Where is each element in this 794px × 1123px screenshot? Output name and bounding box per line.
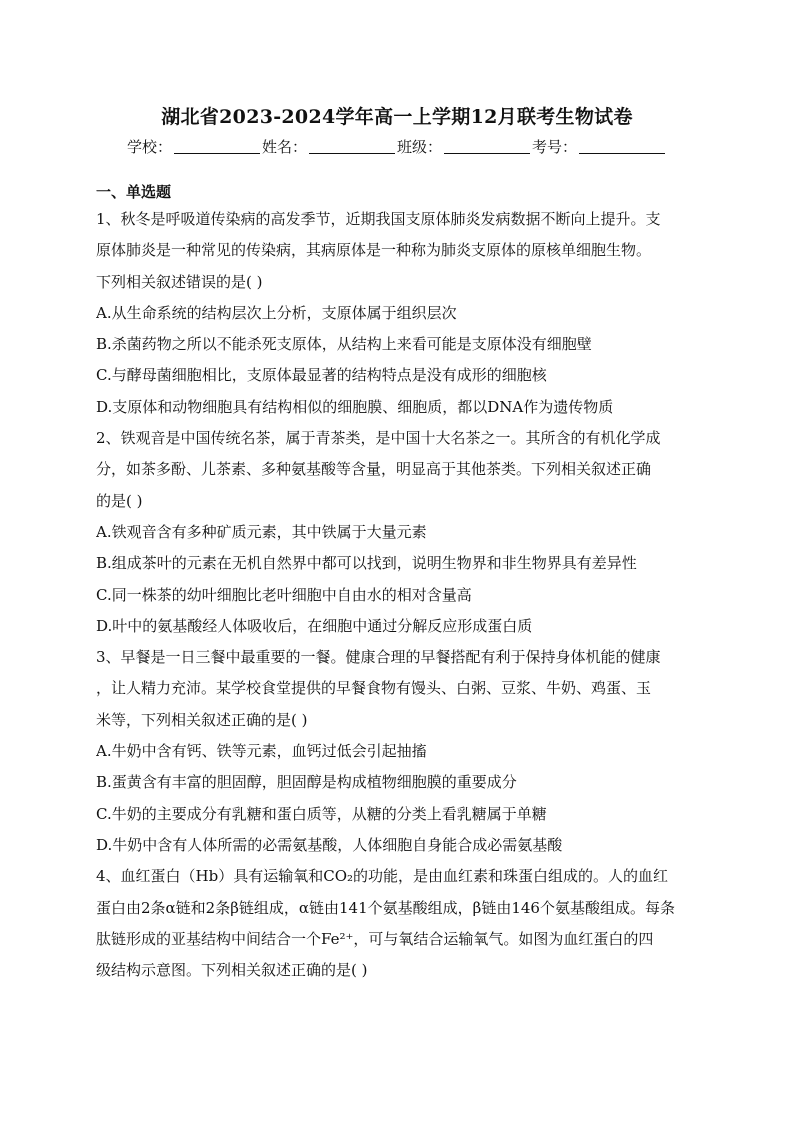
question-1 [96,204,706,423]
option-b: B.组成茶叶的元素在无机自然界中都可以找到，说明生物界和非生物界具有差异性 [96,554,637,573]
class-blank [444,139,530,154]
option-d: D.叶中的氨基酸经人体吸收后，在细胞中通过分解反应形成蛋白质 [96,616,533,635]
question-stem-line: 分，如茶多酚、儿茶素、多种氨基酸等含量，明显高于其他茶类。下列相关叙述正确 [96,460,652,479]
student-info-row [0,136,794,157]
question-stem-line: 肽链形成的亚基结构中间结合一个Fe²⁺，可与氧结合运输氧气。如图为血红蛋白的四 [96,929,654,948]
question-4 [96,861,706,986]
question-stem-line: 2、铁观音是中国传统名茶，属于青茶类，是中国十大名茶之一。其所含的有机化学成 [96,429,661,448]
name-blank [309,139,395,154]
question-stem-line: ，让人精力充沛。某学校食堂提供的早餐食物有馒头、白粥、豆浆、牛奶、鸡蛋、玉 [96,679,652,698]
school-blank [174,139,260,154]
question-3 [96,642,706,861]
class-label: 班级： [397,138,443,156]
option-b: B.蛋黄含有丰富的胆固醇，胆固醇是构成植物细胞膜的重要成分 [96,773,517,792]
question-stem-line: 下列相关叙述错误的是( ) [96,272,263,291]
question-stem-line: 1、秋冬是呼吸道传染病的高发季节，近期我国支原体肺炎发病数据不断向上提升。支 [96,210,661,228]
exam-title: 湖北省2023-2024学年高一上学期12月联考生物试卷 [161,106,633,128]
option-a: A.铁观音含有多种矿质元素，其中铁属于大量元素 [96,522,427,541]
question-stem-line: 的是( ) [96,491,143,510]
question-stem-line: 4、血红蛋白（Hb）具有运输氧和CO₂的功能，是由血红素和珠蛋白组成的。人的血红 [96,867,669,886]
question-stem-line: 米等，下列相关叙述正确的是( ) [96,710,308,729]
option-c: C.与酵母菌细胞相比，支原体最显著的结构特点是没有成形的细胞核 [96,366,547,385]
question-stem-line: 级结构示意图。下列相关叙述正确的是( ) [96,961,368,980]
option-d: D.牛奶中含有人体所需的必需氨基酸，人体细胞自身能合成必需氨基酸 [96,835,563,854]
option-d: D.支原体和动物细胞具有结构相似的细胞膜、细胞质，都以DNA作为遗传物质 [96,397,614,416]
option-c: C.同一株茶的幼叶细胞比老叶细胞中自由水的相对含量高 [96,585,472,604]
option-c: C.牛奶的主要成分有乳糖和蛋白质等，从糖的分类上看乳糖属于单糖 [96,804,547,823]
option-a: A.牛奶中含有钙、铁等元素，血钙过低会引起抽搐 [96,742,427,761]
question-stem-line: 蛋白由2条α链和2条β链组成，α链由141个氨基酸组成，β链由146个氨基酸组成。每条 [96,898,675,917]
school-label: 学校： [126,138,172,156]
question-list [96,204,706,986]
option-a: A.从生命系统的结构层次上分析，支原体属于组织层次 [96,303,457,322]
exam-no-blank [579,139,665,154]
section-title: 一、单选题 [96,183,172,201]
question-stem-line: 3、早餐是一日三餐中最重要的一餐。健康合理的早餐搭配有利于保持身体机能的健康 [96,648,661,667]
name-label: 姓名： [261,138,307,156]
option-b: B.杀菌药物之所以不能杀死支原体，从结构上来看可能是支原体没有细胞壁 [96,335,592,354]
exam-no-label: 考号： [532,138,578,156]
question-stem-line: 原体肺炎是一种常见的传染病，其病原体是一种称为肺炎支原体的原核单细胞生物。 [96,241,652,260]
question-2 [96,423,706,642]
